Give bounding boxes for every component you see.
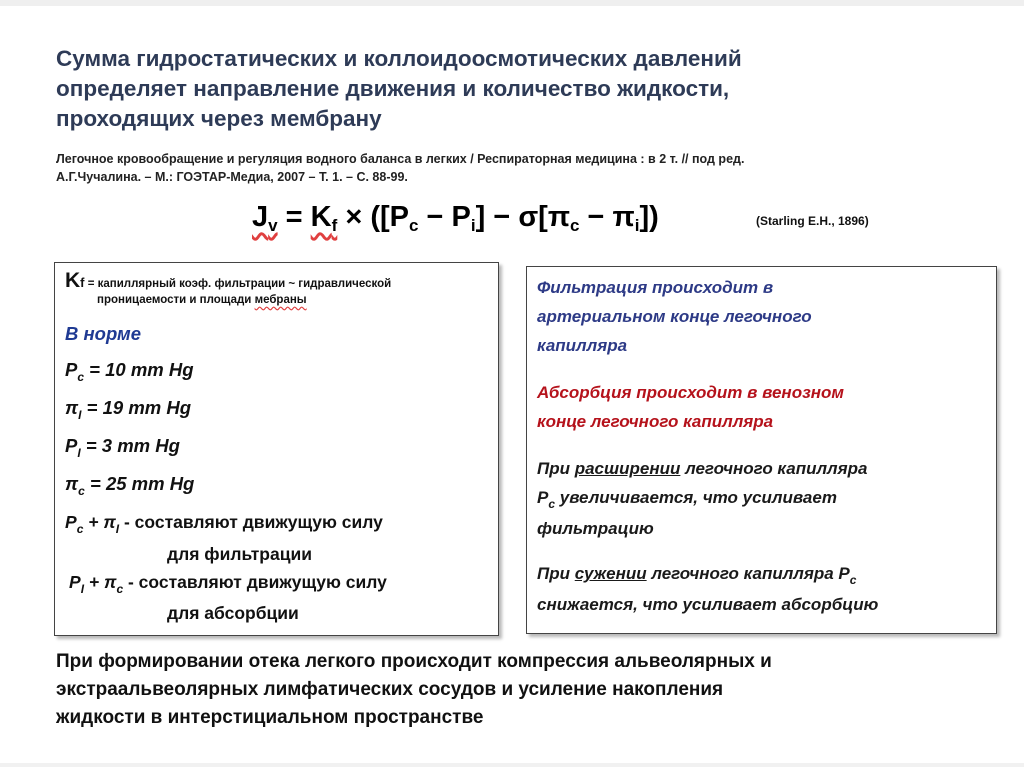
value-pi-number: = 3 mm Hg [80, 435, 180, 456]
absorption-force-line-2: для абсорбции [167, 603, 299, 623]
f2-a: P [69, 572, 81, 592]
conclusion-line-2: экстраальвеолярных лимфатических сосудов и усиление накопления [56, 679, 724, 700]
value-pic-number: = 25 mm Hg [84, 473, 195, 494]
value-pic-symbol: π [65, 473, 79, 494]
formula-kf [311, 201, 338, 233]
formula-jv-sub: v [268, 216, 278, 235]
filtration-paragraph [537, 273, 987, 360]
dilation-b: легочного капилляра [680, 459, 868, 478]
f2-b: + π [84, 572, 117, 592]
filtration-line-1: Фильтрация происходит в [537, 278, 774, 297]
formula-pii-sub: i [634, 216, 640, 235]
filtration-force-line-2: для фильтрации [167, 544, 312, 564]
formula-part-3: ] − σ[π [475, 201, 571, 233]
dilation-c: увеличивается, что усиливает [555, 488, 837, 507]
dilation-symbol-sub: c [548, 497, 556, 511]
value-pii-symbol: π [65, 397, 79, 418]
absorption-line-1: Абсорбция происходит в венозном [537, 383, 844, 402]
value-pc-sub: c [77, 370, 85, 384]
formula-pi-sub: i [470, 216, 476, 235]
value-pi-sub: I [77, 446, 81, 460]
value-pi-interstitial [65, 397, 192, 422]
top-edge-band [0, 0, 1024, 6]
dilation-line-3: фильтрацию [537, 519, 654, 538]
dilation-line-1 [537, 454, 987, 483]
formula-part-2: − P [418, 201, 471, 233]
formula-jv [252, 201, 278, 233]
reference [56, 150, 986, 186]
constriction-paragraph [537, 559, 987, 619]
slide-title [56, 44, 956, 134]
norm-label: В норме [65, 323, 142, 344]
reference-line-2: А.Г.Чучалина. – М.: ГОЭТАР-Медиа, 2007 – Т. 1. – С. 88-99. [56, 170, 408, 184]
f1-b: + π [83, 512, 116, 532]
f2-b-sub: c [116, 582, 124, 596]
edema-conclusion [56, 648, 974, 732]
kf-definition-text: = капиллярный коэф. фильтрации ~ гидравлической [84, 278, 392, 290]
f2-text: - составляют движущую силу [123, 572, 387, 592]
f1-b-sub: I [115, 522, 120, 536]
dilation-underlined: расширении [574, 459, 681, 478]
formula-pc-sub: c [409, 216, 419, 235]
absorption-force [69, 572, 387, 596]
mechanism-box [526, 266, 997, 634]
f1-a-sub: c [76, 522, 84, 536]
dilation-paragraph [537, 454, 987, 543]
value-pi-symbol: P [65, 435, 78, 456]
normal-values-box [54, 262, 499, 636]
formula-part-5: ]) [639, 201, 659, 233]
formula-jv-symbol: J [252, 201, 269, 233]
formula-part-1: × ([P [337, 201, 410, 233]
value-pc-symbol: P [65, 359, 78, 380]
title-line-3: проходящих через мембрану [56, 106, 382, 131]
absorption-line-2: конце легочного капилляра [537, 412, 774, 431]
formula-kf-symbol: K [310, 201, 332, 233]
constriction-a: При [537, 564, 575, 583]
f1-a: P [65, 512, 77, 532]
title-line-2: определяет направление движения и количество жидкости, [56, 76, 730, 101]
kf-symbol [65, 269, 85, 292]
constriction-line-2: снижается, что усиливает абсорбцию [537, 595, 879, 614]
filtration-force [65, 512, 383, 536]
constriction-line-1 [537, 559, 987, 590]
constriction-sub: c [849, 573, 857, 587]
formula-part-4: − π [579, 201, 635, 233]
filtration-line-3: капилляра [537, 336, 628, 355]
value-p-interstitial [65, 435, 180, 460]
value-pic-sub: c [78, 484, 85, 498]
dilation-symbol: P [537, 488, 549, 507]
kf-def-line2-b: мебраны [254, 294, 307, 306]
value-pi-capillary [65, 473, 195, 498]
conclusion-line-3: жидкости в интерстициальном пространстве [56, 707, 484, 728]
formula-eq: = [277, 201, 311, 233]
value-pii-number: = 19 mm Hg [81, 397, 192, 418]
value-pii-sub: I [78, 408, 82, 422]
reference-line-1: Легочное кровообращение и регуляция водного баланса в легких / Респираторная медицина : в 2 т. // под ред. [56, 152, 745, 166]
starling-citation: (Starling E.H., 1896) [756, 214, 869, 228]
f2-a-sub: I [80, 582, 85, 596]
kf-definition-line-2 [65, 292, 485, 308]
f1-text: - составляют движущую силу [119, 512, 383, 532]
value-pc-number: = 10 mm Hg [84, 359, 194, 380]
bottom-edge-band [0, 763, 1024, 767]
constriction-b: легочного капилляра P [646, 564, 850, 583]
title-line-1: Сумма гидростатических и коллоидоосмотических давлений [56, 46, 742, 71]
formula-kf-sub: f [331, 216, 338, 235]
kf-letter: K [65, 269, 81, 292]
kf-definition [65, 269, 485, 308]
kf-sub: f [80, 275, 85, 290]
starling-formula [252, 201, 659, 234]
dilation-line-2 [537, 483, 987, 514]
filtration-line-2: артериальном конце легочного [537, 307, 812, 326]
conclusion-line-1: При формировании отека легкого происходит компрессия альвеолярных и [56, 651, 772, 672]
formula-pic-sub: c [570, 216, 580, 235]
constriction-underlined: сужении [574, 564, 647, 583]
dilation-a: При [537, 459, 575, 478]
value-pc [65, 359, 194, 384]
kf-def-line2-a: проницаемости и площади [97, 294, 255, 306]
absorption-paragraph [537, 378, 987, 436]
